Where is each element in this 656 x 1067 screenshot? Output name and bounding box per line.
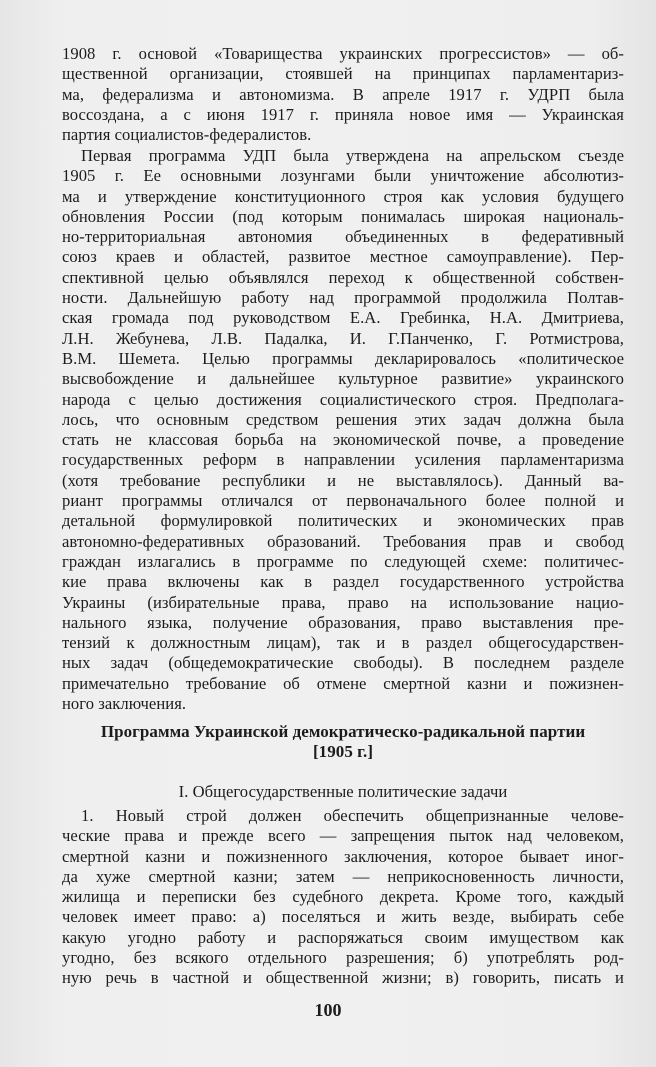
text-line: спективной целью объявлялся переход к общественной собствен- xyxy=(62,267,624,287)
text-line: детальной формулировкой политических и экономических прав xyxy=(62,511,624,531)
text-line: лось, что основным средством решения этих задач должна была xyxy=(62,409,624,429)
text-line: стать не классовая борьба на экономической почве, а проведение xyxy=(62,430,624,450)
text-line: граждан излагались в программе по следующей схеме: политичес- xyxy=(62,551,624,571)
text-line: автономно-федеративных образований. Требования прав и свобод xyxy=(62,531,624,551)
text-line: высвобождение и дальнейшее культурное развитие» украинского xyxy=(62,369,624,389)
text-line: ма и утверждение конституционного строя как условия будущего xyxy=(62,186,624,206)
section-title-line: I. Общегосударственные политические задачи xyxy=(178,782,508,801)
text-line: нального языка, получение образования, право выставления пре- xyxy=(62,612,624,632)
text-line: партия социалистов-федералистов. xyxy=(62,125,312,145)
text-line: кие права включены как в раздел государственного устройства xyxy=(62,572,624,592)
text-line: Первая программа УДП была утверждена на апрельском съезде xyxy=(81,146,624,165)
text-line: Л.Н. Жебунева, Л.В. Падалка, И. Г.Панченко, Г. Ротмистрова, xyxy=(62,328,624,348)
text-line: ного заключения. xyxy=(62,694,187,714)
text-line: щественной организации, стоявшей на принципах парламентариз- xyxy=(62,64,624,84)
text-line: союз краев и областей, развитое местное самоуправление). Пер- xyxy=(62,247,624,267)
text-line: ности. Дальнейшую работу над программой продолжила Полтав- xyxy=(62,288,624,308)
text-line: риант программы отличался от первоначального более полной и xyxy=(62,491,624,511)
text-line: ма, федерализма и автономизма. В апреле 1917 г. УДРП была xyxy=(62,84,624,104)
section-title xyxy=(62,782,624,802)
text-line: 1908 г. основой «Товарищества украинских прогрессистов» — об- xyxy=(62,44,624,63)
text-line: но-территориальная автономия объединенных в федеративный xyxy=(62,227,624,247)
text-line: 1. Новый строй должен обеспечить общепризнанные челове- xyxy=(81,806,624,825)
text-line: ных задач (общедемократические свободы). В последнем разделе xyxy=(62,653,624,673)
text-line: жилища и переписки без судебного декрета. Кроме того, каждый xyxy=(62,887,624,907)
page-number: 100 xyxy=(314,1000,342,1020)
document-heading xyxy=(62,722,624,763)
text-line: тензий к должностным лицам), так и в раздел общегосударствен- xyxy=(62,633,624,653)
text-line: государственных реформ в направлении усиления парламентаризма xyxy=(62,450,624,470)
text-line: угодно, без всякого отдельного разрешения; б) употреблять род- xyxy=(62,948,624,968)
text-line: какую угодно работу и распоряжаться своим имуществом как xyxy=(62,927,624,947)
text-line: Украины (избирательные права, право на использование нацио- xyxy=(62,592,624,612)
text-line: В.М. Шемета. Целью программы декларировалось «политическое xyxy=(62,348,624,368)
text-line: человек имеет право: а) поселяться и жить везде, выбирать себе xyxy=(62,907,624,927)
text-line: примечательно требование об отмене смертной казни и пожизнен- xyxy=(62,673,624,693)
text-line: ская громада под руководством Е.А. Гребинка, Н.А. Дмитриева, xyxy=(62,308,624,328)
text-line: (хотя требование республики и не выставлялось). Данный ва- xyxy=(62,470,624,490)
heading-line: [1905 г.] xyxy=(312,742,374,762)
paragraph-2 xyxy=(62,146,624,714)
heading-line: Программа Украинской демократическо-радикальной партии xyxy=(100,722,586,741)
text-line: ческие права и прежде всего — запрещения пыток над человеком, xyxy=(62,826,624,846)
text-line: народа с целью достижения социалистического строя. Предполага- xyxy=(62,389,624,409)
text-line: обновления России (под которым понималась широкая националь- xyxy=(62,206,624,226)
text-line: ную речь в частной и общественной жизни; в) говорить, писать и xyxy=(62,968,624,988)
text-line: смертной казни и пожизненного заключения, которое бывает иног- xyxy=(62,846,624,866)
paragraph-3 xyxy=(62,806,624,989)
paragraph-1 xyxy=(62,44,624,145)
text-line: да хуже смертной казни; затем — неприкосновенность личности, xyxy=(62,866,624,886)
text-line: воссоздана, а с июня 1917 г. приняла новое имя — Украинская xyxy=(62,104,624,124)
text-line: 1905 г. Ее основными лозунгами были уничтожение абсолютиз- xyxy=(62,166,624,186)
